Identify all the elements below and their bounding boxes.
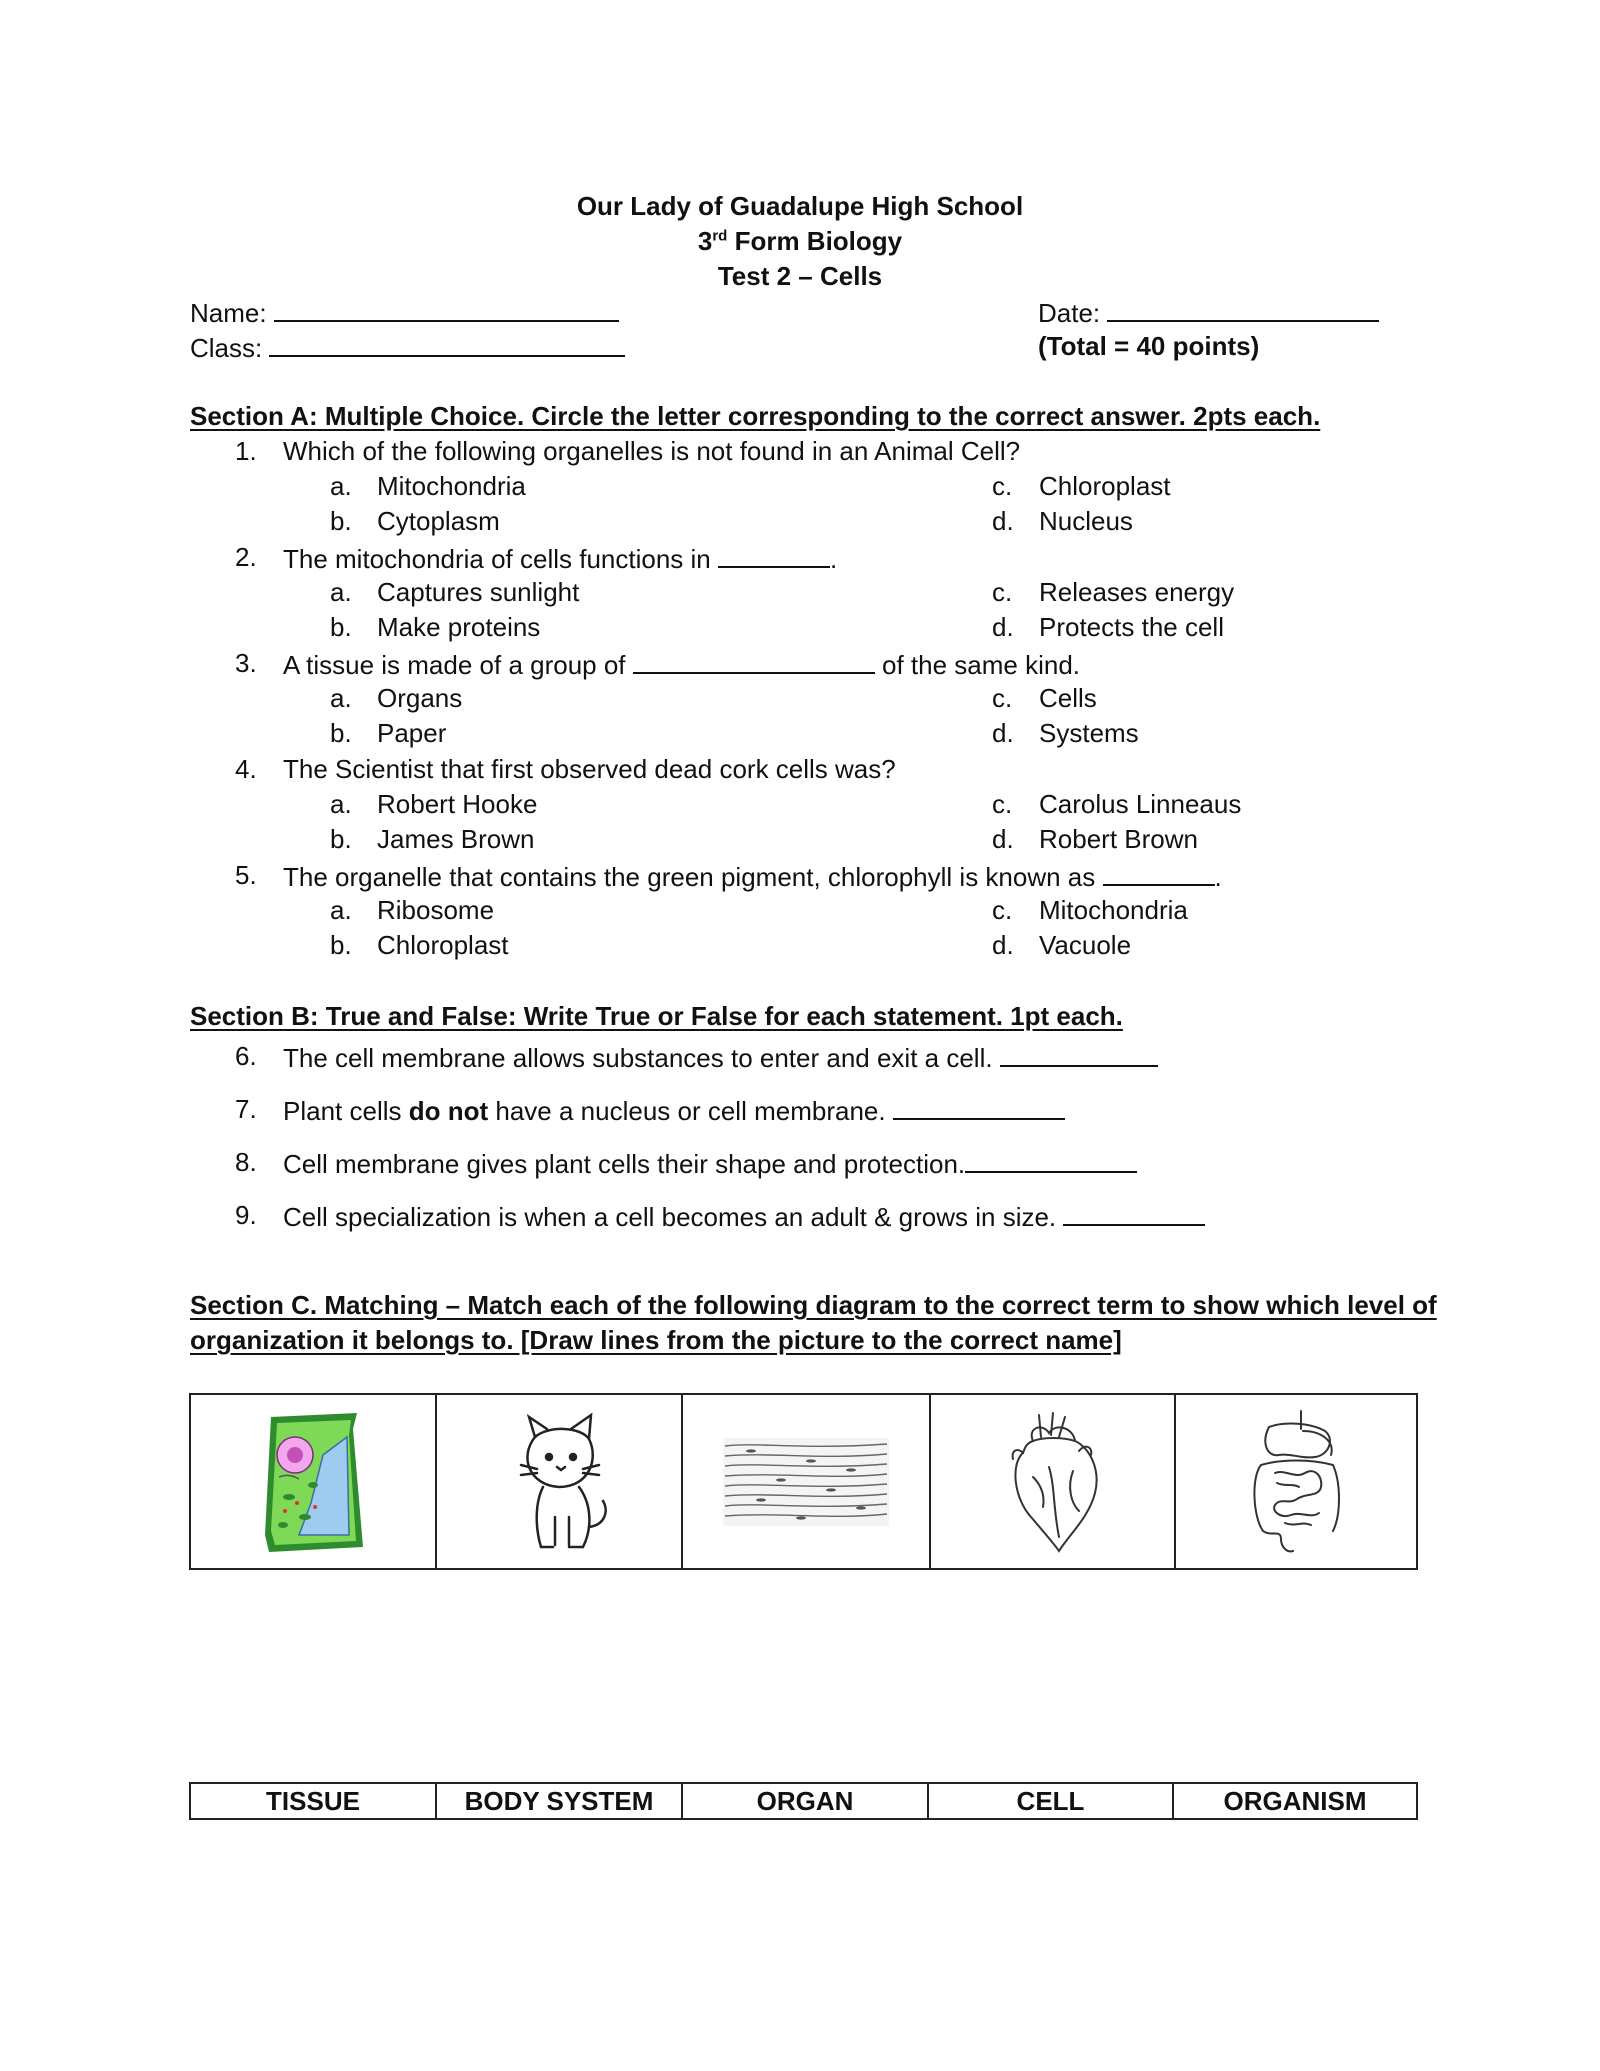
test-title: Test 2 – Cells [717, 261, 883, 291]
statement-emphasis: do not [408, 1096, 489, 1126]
statement-text: Cell specialization is when a cell becomes an adult & grows in size. [283, 1202, 1057, 1232]
option-text: James Brown [377, 824, 535, 854]
kitten-icon [499, 1407, 619, 1557]
total-points: (Total = 40 points) [1038, 331, 1260, 361]
name-blank[interactable] [274, 298, 619, 322]
question-text: A tissue is made of a group of [283, 650, 626, 680]
option-letter: c. [992, 471, 1013, 501]
picture-cell-3[interactable] [683, 1395, 931, 1568]
option-letter: b. [330, 506, 352, 536]
option-letter: a. [330, 789, 352, 819]
form-title: 3rd Form Biology [697, 226, 903, 256]
fill-blank[interactable] [1103, 862, 1215, 886]
option-letter: a. [330, 471, 352, 501]
option-3-a[interactable] [330, 683, 463, 713]
class-blank[interactable] [269, 333, 625, 357]
question-number: 3. [235, 648, 257, 678]
picture-cell-5[interactable] [1176, 1395, 1416, 1568]
option-letter: b. [330, 930, 352, 960]
option-text: Captures sunlight [377, 577, 580, 607]
option-letter: c. [992, 895, 1013, 925]
question-text: The organelle that contains the green pigment, chlorophyll is known as [283, 862, 1096, 892]
statement-text: Plant cells [283, 1096, 409, 1126]
plant-cell-icon [253, 1407, 373, 1557]
tf-statement-8 [235, 1147, 966, 1179]
option-text: Vacuole [1039, 930, 1132, 960]
date-blank[interactable] [1107, 298, 1379, 322]
term-organ[interactable] [683, 1784, 929, 1818]
option-letter: a. [330, 683, 352, 713]
option-1-b[interactable] [330, 506, 500, 536]
option-text: Robert Brown [1039, 824, 1198, 854]
option-text: Cells [1039, 683, 1097, 713]
option-text: Make proteins [377, 612, 541, 642]
option-4-b[interactable] [330, 824, 535, 854]
option-letter: b. [330, 718, 352, 748]
option-letter: d. [992, 824, 1014, 854]
option-letter: d. [992, 506, 1014, 536]
term-tissue[interactable] [191, 1784, 437, 1818]
option-text: Releases energy [1039, 577, 1235, 607]
option-text: Paper [377, 718, 447, 748]
statement-number: 8. [235, 1147, 257, 1177]
section-b-title: Section B: True and False: Write True or False for each statement. 1pt each. [190, 1001, 1123, 1031]
option-text: Organs [377, 683, 463, 713]
option-1-c[interactable] [992, 471, 1171, 501]
option-text: Mitochondria [1039, 895, 1188, 925]
option-text: Chloroplast [377, 930, 509, 960]
question-1 [235, 436, 1021, 466]
option-letter: c. [992, 577, 1013, 607]
section-c-title-line2: organization it belongs to. [Draw lines from the picture to the correct name] [190, 1325, 1122, 1355]
option-2-b[interactable] [330, 612, 541, 642]
tf-statement-6 [235, 1041, 993, 1073]
class-line [190, 333, 625, 361]
question-number: 2. [235, 542, 257, 572]
option-letter: d. [992, 718, 1014, 748]
option-letter: c. [992, 683, 1013, 713]
section-c-title-line1: Section C. Matching – Match each of the following diagram to the correct term to show which level of [190, 1290, 1437, 1320]
question-2 [235, 542, 838, 574]
question-4 [235, 754, 896, 784]
class-label: Class: [190, 333, 263, 363]
statement-text: have a nucleus or cell membrane. [488, 1096, 886, 1126]
option-text: Mitochondria [377, 471, 526, 501]
option-text: Protects the cell [1039, 612, 1224, 642]
pictures-table [189, 1393, 1418, 1570]
term-label: ORGANISM [1223, 1785, 1367, 1816]
term-label: CELL [1016, 1785, 1085, 1816]
question-text: Which of the following organelles is not found in an Animal Cell? [283, 436, 1021, 466]
name-line [190, 298, 619, 326]
option-4-d[interactable] [992, 824, 1198, 854]
picture-cell-4[interactable] [931, 1395, 1176, 1568]
option-text: Systems [1039, 718, 1139, 748]
option-letter: b. [330, 612, 352, 642]
option-letter: a. [330, 577, 352, 607]
section-a-title: Section A: Multiple Choice. Circle the letter corresponding to the correct answer. 2pts each. [190, 401, 1321, 431]
tf-statement-9 [235, 1200, 1057, 1232]
term-body-system[interactable] [437, 1784, 683, 1818]
option-5-b[interactable] [330, 930, 509, 960]
answer-blank[interactable] [1063, 1202, 1205, 1226]
option-4-c[interactable] [992, 789, 1242, 819]
option-1-d[interactable] [992, 506, 1133, 536]
option-5-d[interactable] [992, 930, 1132, 960]
digestive-system-icon [1241, 1407, 1351, 1557]
option-letter: b. [330, 824, 352, 854]
term-label: TISSUE [266, 1785, 360, 1816]
option-4-a[interactable] [330, 789, 538, 819]
option-text: Carolus Linneaus [1039, 789, 1242, 819]
option-letter: d. [992, 930, 1014, 960]
name-label: Name: [190, 298, 267, 328]
option-text: Robert Hooke [377, 789, 538, 819]
term-label: BODY SYSTEM [464, 1785, 654, 1816]
picture-cell-2[interactable] [437, 1395, 683, 1568]
date-line [1038, 298, 1379, 326]
fill-blank[interactable] [633, 650, 875, 674]
question-5 [235, 860, 1222, 892]
question-number: 1. [235, 436, 257, 466]
statement-number: 9. [235, 1200, 257, 1230]
option-3-b[interactable] [330, 718, 447, 748]
question-number: 4. [235, 754, 257, 784]
statement-text: Cell membrane gives plant cells their shape and protection. [283, 1149, 966, 1179]
tf-statement-7 [235, 1094, 886, 1126]
question-text-end: . [1214, 862, 1222, 892]
question-3 [235, 648, 1081, 680]
question-text: The mitochondria of cells functions in [283, 544, 711, 574]
answer-blank[interactable] [965, 1149, 1137, 1173]
terms-table [189, 1782, 1418, 1820]
option-text: Cytoplasm [377, 506, 500, 536]
option-letter: d. [992, 612, 1014, 642]
option-3-d[interactable] [992, 718, 1139, 748]
question-text-end: of the same kind. [882, 650, 1081, 680]
option-letter: c. [992, 789, 1013, 819]
fill-blank[interactable] [718, 544, 830, 568]
date-label: Date: [1038, 298, 1101, 328]
question-number: 5. [235, 860, 257, 890]
question-text: The Scientist that first observed dead cork cells was? [283, 754, 896, 784]
option-5-c[interactable] [992, 895, 1188, 925]
term-organism[interactable] [1174, 1784, 1416, 1818]
statement-number: 7. [235, 1094, 257, 1124]
question-text-end: . [830, 544, 838, 574]
option-2-a[interactable] [330, 577, 580, 607]
option-3-c[interactable] [992, 683, 1097, 713]
statement-text: The cell membrane allows substances to enter and exit a cell. [283, 1043, 993, 1073]
term-label: ORGAN [756, 1785, 854, 1816]
option-letter: a. [330, 895, 352, 925]
term-cell[interactable] [929, 1784, 1174, 1818]
option-text: Ribosome [377, 895, 495, 925]
tissue-icon [721, 1432, 891, 1532]
statement-number: 6. [235, 1041, 257, 1071]
option-2-d[interactable] [992, 612, 1224, 642]
heart-icon [993, 1407, 1113, 1557]
answer-blank[interactable] [893, 1096, 1065, 1120]
option-text: Chloroplast [1039, 471, 1171, 501]
picture-cell-1[interactable] [191, 1395, 437, 1568]
option-1-a[interactable] [330, 471, 526, 501]
school-name: Our Lady of Guadalupe High School [576, 191, 1024, 221]
option-text: Nucleus [1039, 506, 1133, 536]
option-2-c[interactable] [992, 577, 1235, 607]
answer-blank[interactable] [1000, 1043, 1158, 1067]
option-5-a[interactable] [330, 895, 495, 925]
